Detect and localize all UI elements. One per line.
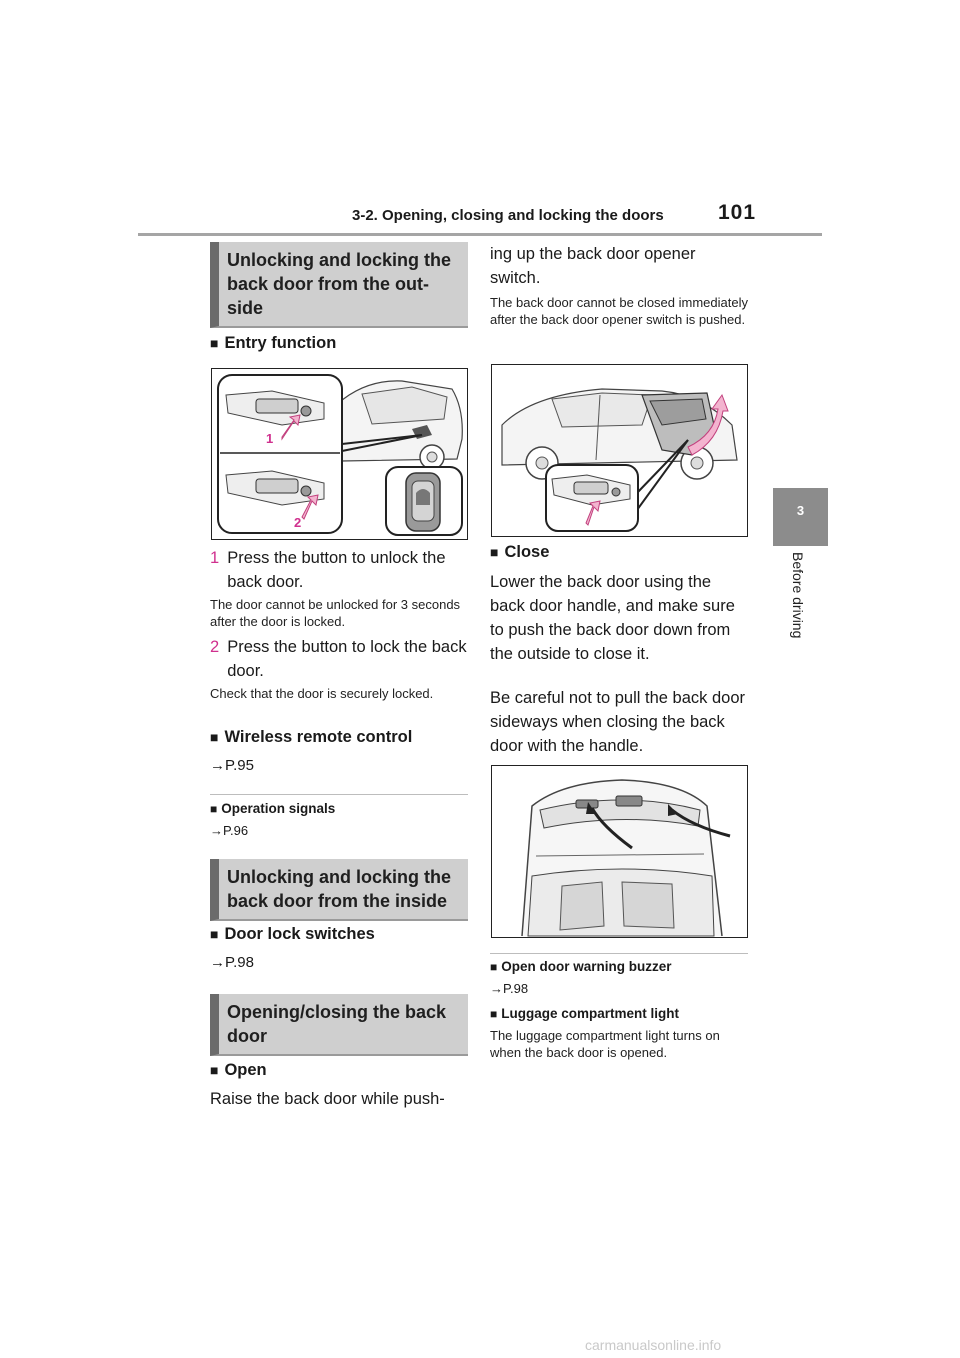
step-2-number: 2 bbox=[210, 638, 220, 656]
subhead-luggage-light: ■ Luggage compartment light bbox=[490, 1006, 680, 1021]
divider-right bbox=[490, 953, 748, 954]
divider bbox=[210, 794, 468, 795]
subhead-entry-function: ■ Entry function bbox=[210, 334, 337, 352]
open-text-part1: Raise the back door while push- bbox=[210, 1090, 445, 1108]
ref-open-door-buzzer[interactable]: →P.98 bbox=[490, 981, 529, 996]
open-note: The back door cannot be closed immediately after the back door opener switch is pushed. bbox=[490, 295, 748, 327]
heading-opening-closing: Opening/closing the back door bbox=[210, 994, 468, 1056]
subhead-door-lock-switches: ■ Door lock switches bbox=[210, 925, 375, 943]
subhead-open: ■ Open bbox=[210, 1061, 267, 1079]
figure-open-back-door bbox=[491, 364, 748, 537]
entry-function-illustration bbox=[212, 369, 468, 540]
ref-operation-signals[interactable]: →P.96 bbox=[210, 823, 249, 838]
header-rule bbox=[138, 233, 822, 236]
step-1-text: Press the button to unlock the back door. bbox=[227, 549, 446, 591]
open-text-part2: ing up the back door opener switch. bbox=[490, 245, 696, 287]
ref-wireless-remote[interactable]: →P.95 bbox=[210, 757, 254, 774]
section-title: 3-2. Opening, closing and locking the doors bbox=[352, 207, 664, 224]
chapter-number: 3 bbox=[796, 503, 805, 518]
watermark: carmanualsonline.info bbox=[585, 1337, 722, 1353]
luggage-light-text: The luggage compartment light turns on when the back door is opened. bbox=[490, 1028, 720, 1060]
close-handle-illustration bbox=[492, 766, 748, 938]
ref-door-lock-switches[interactable]: →P.98 bbox=[210, 954, 254, 971]
step-2-note: Check that the door is securely locked. bbox=[210, 686, 434, 701]
step-1-number: 1 bbox=[210, 549, 220, 567]
chapter-label: Before driving bbox=[790, 552, 806, 639]
subhead-wireless-remote: ■ Wireless remote control bbox=[210, 728, 413, 746]
open-back-door-illustration bbox=[492, 365, 748, 537]
figure-close-handle bbox=[491, 765, 748, 938]
figure-label-1: 1 bbox=[266, 431, 274, 446]
subhead-close: ■ Close bbox=[490, 543, 550, 561]
step-2-text: Press the button to lock the back door. bbox=[227, 638, 467, 680]
heading-unlock-inside: Unlocking and locking the back door from the inside bbox=[210, 859, 468, 921]
subhead-open-door-buzzer: ■ Open door warning buzzer bbox=[490, 959, 672, 974]
step-1 bbox=[210, 546, 468, 594]
figure-label-2: 2 bbox=[294, 515, 302, 530]
close-text-1: Lower the back door using the back door handle, and make sure to push the back door down from the outside to close it. bbox=[490, 573, 735, 663]
step-1-note: The door cannot be unlocked for 3 seconds after the door is locked. bbox=[210, 597, 461, 629]
figure-entry-function bbox=[211, 368, 468, 540]
subhead-operation-signals: ■ Operation signals bbox=[210, 801, 336, 816]
step-2 bbox=[210, 635, 468, 683]
heading-unlock-outside: Unlocking and locking the back door from the out-side bbox=[210, 242, 468, 328]
close-text-2: Be careful not to pull the back door sideways when closing the back door with the handle. bbox=[490, 689, 745, 755]
page-number: 101 bbox=[718, 201, 757, 224]
